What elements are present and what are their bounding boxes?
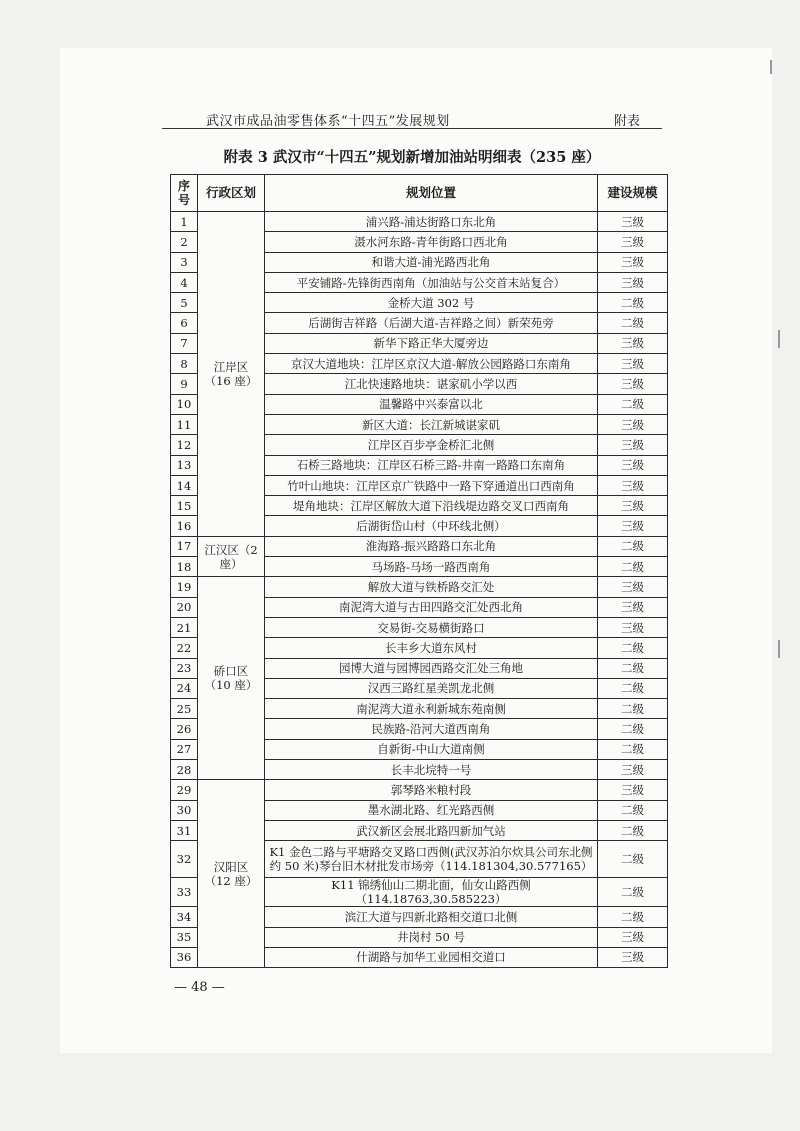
table-row	[171, 212, 668, 232]
district-cell	[198, 536, 265, 577]
district-cell	[198, 577, 265, 780]
row-index: 5	[171, 293, 198, 313]
col-header-location: 规划位置	[265, 175, 598, 212]
scale-cell: 二级	[598, 313, 668, 333]
location-cell: 金桥大道 302 号	[265, 293, 598, 313]
district-name: 汉阳区	[213, 859, 249, 874]
location-cell: 南泥湾大道与古田四路交汇处西北角	[265, 597, 598, 617]
location-cell: 园博大道与园博园西路交汇处三角地	[265, 658, 598, 678]
page-number: — 48 —	[174, 980, 225, 995]
row-index: 28	[171, 760, 198, 780]
district-name: 江岸区	[213, 359, 249, 374]
location-cell: 郭琴路米粮村段	[265, 780, 598, 800]
row-index: 8	[171, 354, 198, 374]
table-body	[171, 212, 668, 968]
row-index: 29	[171, 780, 198, 800]
scale-cell: 三级	[598, 212, 668, 232]
row-index: 30	[171, 800, 198, 820]
row-index: 19	[171, 577, 198, 597]
scale-cell: 二级	[598, 719, 668, 739]
row-index: 25	[171, 699, 198, 719]
row-index: 1	[171, 212, 198, 232]
location-cell: K11 锦绣仙山二期北面，仙女山路西侧（114.18763,30.585223）	[265, 878, 598, 907]
station-table	[170, 174, 668, 968]
location-cell: 长丰北垸特一号	[265, 760, 598, 780]
location-cell: 长丰乡大道东风村	[265, 638, 598, 658]
scale-cell: 二级	[598, 800, 668, 820]
location-cell: 墨水湖北路、红光路西侧	[265, 800, 598, 820]
row-index: 35	[171, 927, 198, 947]
location-cell: 滠水河东路-青年街路口西北角	[265, 232, 598, 252]
location-cell: 平安铺路-先锋街西南角（加油站与公交首末站复合）	[265, 272, 598, 292]
row-index: 7	[171, 333, 198, 353]
scale-cell: 二级	[598, 907, 668, 927]
table-row	[171, 780, 668, 800]
row-index: 13	[171, 455, 198, 475]
location-cell: 南泥湾大道永利新城东苑南侧	[265, 699, 598, 719]
row-index: 6	[171, 313, 198, 333]
row-index: 27	[171, 739, 198, 759]
scale-cell: 三级	[598, 232, 668, 252]
scale-cell: 三级	[598, 354, 668, 374]
location-cell: 和谐大道-浦光路西北角	[265, 252, 598, 272]
row-index: 2	[171, 232, 198, 252]
running-header-section: 附表	[614, 114, 641, 129]
col-header-scale: 建设规模	[598, 175, 668, 212]
location-cell: 京汉大道地块：江岸区京汉大道-解放公园路路口东南角	[265, 354, 598, 374]
location-cell: 新华下路正华大厦旁边	[265, 333, 598, 353]
row-index: 15	[171, 496, 198, 516]
scale-cell: 二级	[598, 878, 668, 907]
location-cell: 江岸区百步亭金桥汇北侧	[265, 435, 598, 455]
row-index: 33	[171, 878, 198, 907]
scale-cell: 三级	[598, 414, 668, 434]
scan-mark	[770, 60, 772, 74]
row-index: 4	[171, 272, 198, 292]
scale-cell: 三级	[598, 333, 668, 353]
location-cell: 堤角地块：江岸区解放大道下沿线堤边路交叉口西南角	[265, 496, 598, 516]
scale-cell: 二级	[598, 638, 668, 658]
scale-cell: 二级	[598, 678, 668, 698]
scale-cell: 二级	[598, 739, 668, 759]
location-cell: 什湖路与加华工业园相交道口	[265, 947, 598, 967]
row-index: 10	[171, 394, 198, 414]
table-title: 附表 3 武汉市“十四五”规划新增加油站明细表（235 座）	[223, 149, 601, 166]
location-cell: 淮海路-振兴路路口东北角	[265, 536, 598, 556]
scale-cell: 三级	[598, 760, 668, 780]
location-cell: 温馨路中兴泰富以北	[265, 394, 598, 414]
row-index: 22	[171, 638, 198, 658]
scale-cell: 三级	[598, 374, 668, 394]
location-cell: 武汉新区会展北路四新加气站	[265, 820, 598, 840]
row-index: 23	[171, 658, 198, 678]
scale-cell: 二级	[598, 293, 668, 313]
row-index: 21	[171, 617, 198, 637]
row-index: 34	[171, 907, 198, 927]
table-row	[171, 536, 668, 556]
row-index: 26	[171, 719, 198, 739]
location-cell: 汉西三路红星美凯龙北侧	[265, 678, 598, 698]
scale-cell: 三级	[598, 272, 668, 292]
location-cell: 后湖街岱山村（中环线北侧）	[265, 516, 598, 536]
location-cell: 竹叶山地块：江岸区京广铁路中一路下穿通道出口西南角	[265, 475, 598, 495]
scale-cell: 三级	[598, 617, 668, 637]
district-name: 江汉区（2 座）	[204, 542, 258, 571]
location-cell: 新区大道：长江新城谌家矶	[265, 414, 598, 434]
scale-cell: 二级	[598, 699, 668, 719]
location-cell: 民族路-沿河大道西南角	[265, 719, 598, 739]
scan-mark	[778, 330, 780, 348]
row-index: 9	[171, 374, 198, 394]
location-cell: K1 金色二路与平塘路交叉路口西侧(武汉苏泊尔炊具公司东北侧约 50 米)琴台旧木材批发市场旁（114.181304,30.577165）	[265, 841, 598, 878]
location-cell: 马场路-马场一路西南角	[265, 557, 598, 577]
scale-cell: 三级	[598, 435, 668, 455]
row-index: 24	[171, 678, 198, 698]
district-cell	[198, 780, 265, 968]
district-count: （12 座）	[204, 873, 258, 888]
row-index: 36	[171, 947, 198, 967]
district-count: （10 座）	[204, 678, 258, 693]
location-cell: 滨江大道与四新北路相交道口北侧	[265, 907, 598, 927]
location-cell: 自新街-中山大道南侧	[265, 739, 598, 759]
scale-cell: 三级	[598, 516, 668, 536]
table-row	[171, 577, 668, 597]
row-index: 3	[171, 252, 198, 272]
running-header-title: 武汉市成品油零售体系“十四五”发展规划	[206, 114, 450, 129]
row-index: 18	[171, 557, 198, 577]
district-name: 硚口区	[213, 664, 249, 679]
scale-cell: 二级	[598, 557, 668, 577]
scale-cell: 三级	[598, 455, 668, 475]
location-cell: 后湖街吉祥路（后湖大道-吉祥路之间）新荣苑旁	[265, 313, 598, 333]
scale-cell: 三级	[598, 947, 668, 967]
scale-cell: 三级	[598, 252, 668, 272]
row-index: 11	[171, 414, 198, 434]
location-cell: 石桥三路地块：江岸区石桥三路-井南一路路口东南角	[265, 455, 598, 475]
scale-cell: 三级	[598, 475, 668, 495]
row-index: 12	[171, 435, 198, 455]
scale-cell: 二级	[598, 820, 668, 840]
scale-cell: 三级	[598, 577, 668, 597]
district-cell	[198, 212, 265, 537]
header-rule	[162, 128, 662, 129]
scale-cell: 三级	[598, 496, 668, 516]
scale-cell: 二级	[598, 658, 668, 678]
location-cell: 江北快速路地块：谌家矶小学以西	[265, 374, 598, 394]
col-header-index: 序号	[171, 175, 198, 212]
location-cell: 交易街-交易横街路口	[265, 617, 598, 637]
scale-cell: 二级	[598, 841, 668, 878]
scale-cell: 三级	[598, 597, 668, 617]
district-count: （16 座）	[204, 373, 258, 388]
row-index: 31	[171, 820, 198, 840]
row-index: 32	[171, 841, 198, 878]
scan-mark	[778, 640, 780, 658]
row-index: 16	[171, 516, 198, 536]
scale-cell: 二级	[598, 536, 668, 556]
scale-cell: 二级	[598, 394, 668, 414]
location-cell: 井岗村 50 号	[265, 927, 598, 947]
scale-cell: 三级	[598, 927, 668, 947]
location-cell: 解放大道与铁桥路交汇处	[265, 577, 598, 597]
row-index: 17	[171, 536, 198, 556]
row-index: 20	[171, 597, 198, 617]
scale-cell: 三级	[598, 780, 668, 800]
row-index: 14	[171, 475, 198, 495]
location-cell: 浦兴路-浦达街路口东北角	[265, 212, 598, 232]
col-header-district: 行政区划	[198, 175, 265, 212]
